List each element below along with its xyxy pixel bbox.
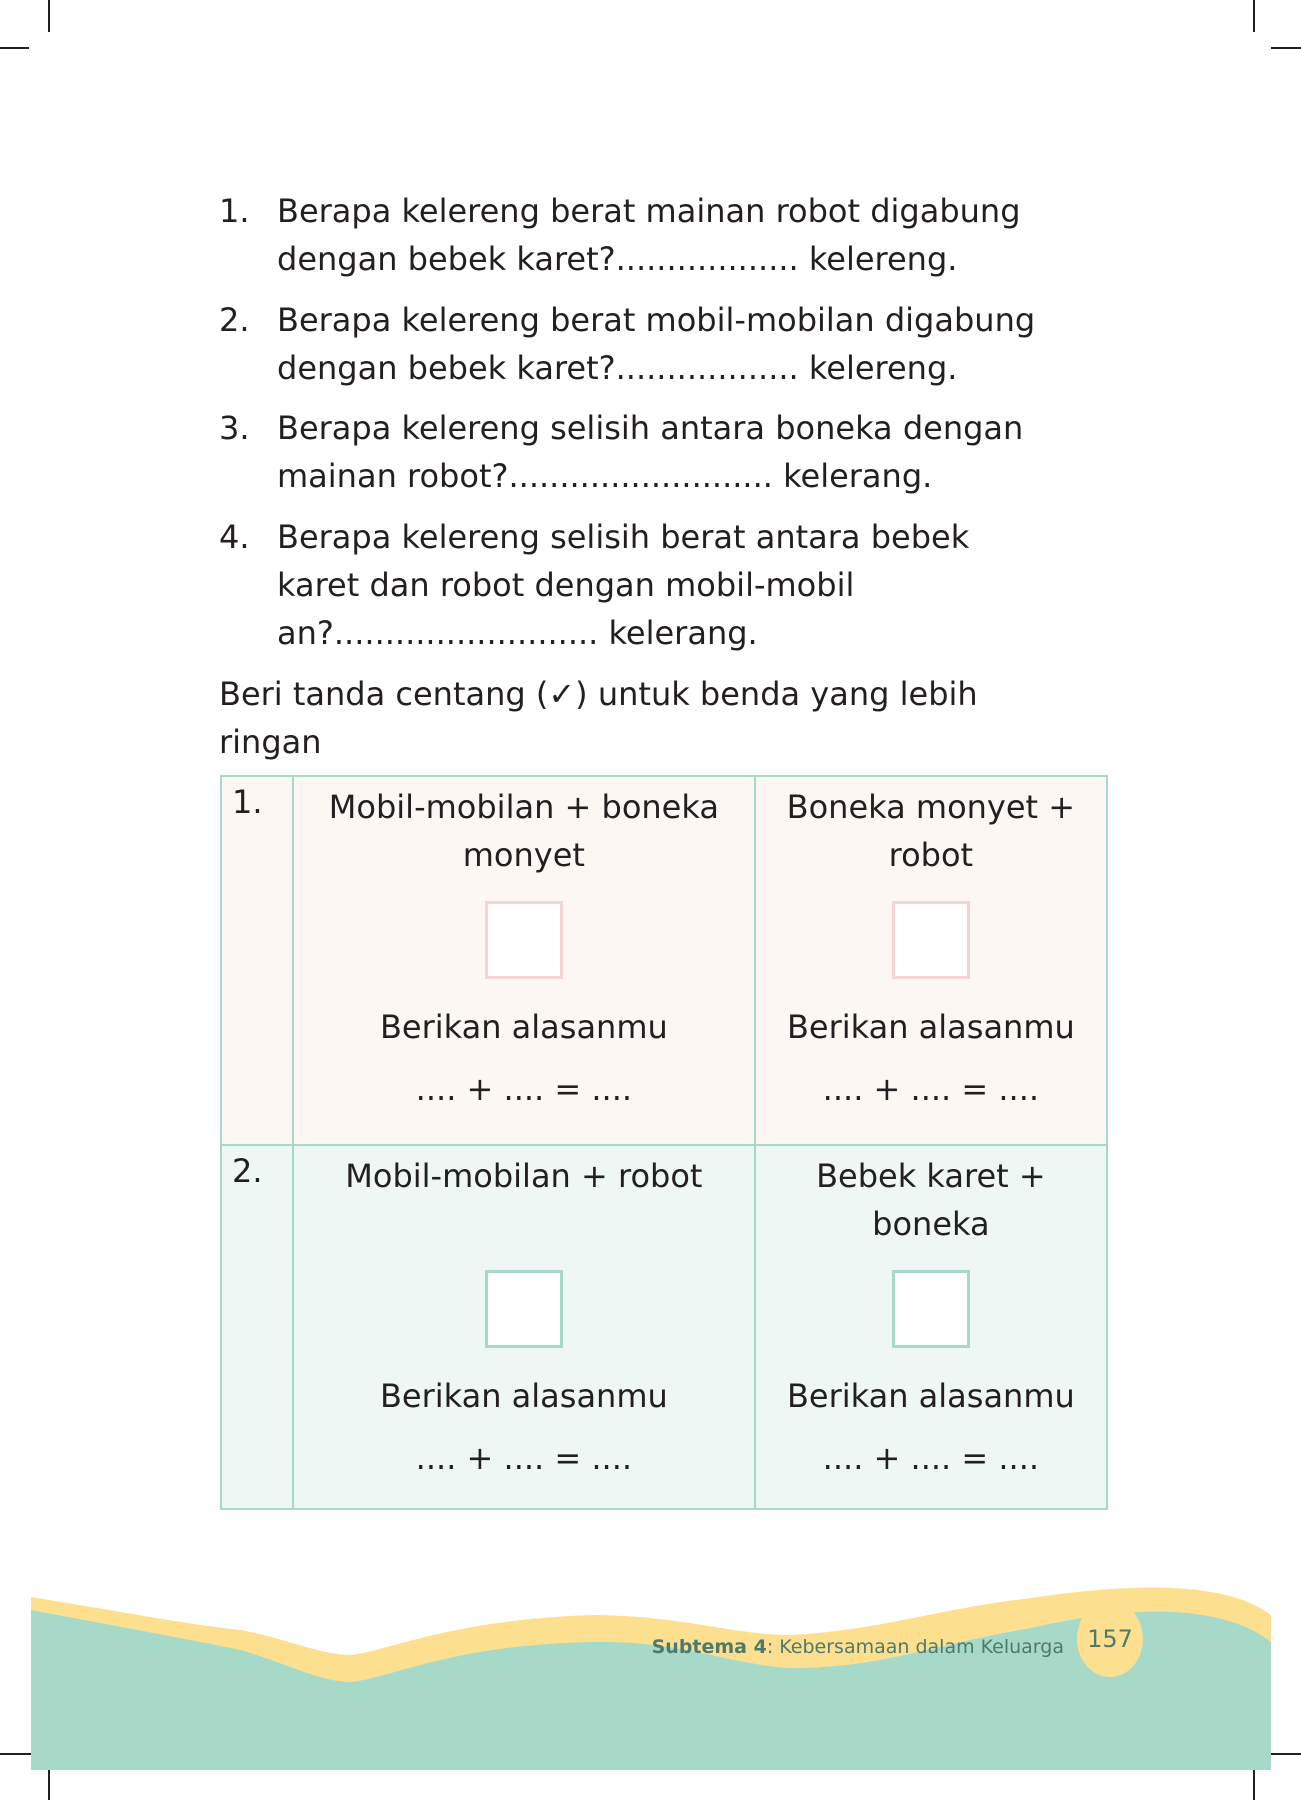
- crop-mark: [1253, 0, 1255, 32]
- crop-mark: [0, 1753, 31, 1755]
- crop-mark: [1271, 47, 1301, 49]
- question-number: 1.: [219, 192, 250, 230]
- page-number: 157: [1077, 1601, 1143, 1677]
- table-row: [221, 1145, 1107, 1509]
- row-number: 1.: [221, 776, 293, 1145]
- reason-label: Berikan alasanmu: [786, 1377, 1075, 1415]
- crop-mark: [48, 1770, 50, 1800]
- question-text: Berapa kelereng berat mainan robot digabung dengan bebek karet?.................. kelereng.: [277, 192, 1021, 278]
- question-3: [219, 404, 1099, 500]
- reason-label: Berikan alasanmu: [379, 1008, 668, 1046]
- question-2: [219, 296, 1099, 392]
- option-cell: [293, 776, 755, 1145]
- crop-mark: [1271, 1753, 1301, 1755]
- option-label: Bebek karet + boneka: [816, 1157, 1046, 1243]
- footer-subtema: [652, 1636, 1064, 1658]
- comparison-table: [220, 775, 1108, 1510]
- subtema-label: Subtema 4: [651, 1636, 767, 1658]
- subtema-title: : Kebersamaan dalam Keluarga: [766, 1636, 1064, 1658]
- option-label: Boneka monyet + robot: [786, 788, 1076, 874]
- option-label: Mobil-mobilan + robot: [345, 1157, 703, 1195]
- equation-blank[interactable]: .... + .... = ....: [415, 1439, 633, 1477]
- equation-blank[interactable]: .... + .... = ....: [822, 1070, 1040, 1108]
- checkbox[interactable]: [892, 901, 970, 979]
- option-cell: [755, 1145, 1107, 1509]
- reason-label: Berikan alasanmu: [786, 1008, 1075, 1046]
- reason-label: Berikan alasanmu: [379, 1377, 668, 1415]
- checkbox[interactable]: [485, 901, 563, 979]
- crop-mark: [48, 0, 50, 32]
- crop-mark: [0, 47, 29, 49]
- question-number: 3.: [219, 409, 250, 447]
- checkbox[interactable]: [485, 1270, 563, 1348]
- crop-mark: [1253, 1770, 1255, 1800]
- instruction: Beri tanda centang (✓) untuk benda yang lebih ringan: [219, 675, 978, 761]
- row-number: 2.: [221, 1145, 293, 1509]
- option-label: Mobil-mobilan + boneka monyet: [328, 788, 719, 874]
- equation-blank[interactable]: .... + .... = ....: [822, 1439, 1040, 1477]
- footer-wave: [31, 1580, 1271, 1770]
- question-text: Berapa kelereng berat mobil-mobilan digabung dengan bebek karet?.................. kelereng.: [277, 301, 1036, 387]
- table-row: [221, 776, 1107, 1145]
- question-4: [219, 513, 1019, 657]
- option-cell: [755, 776, 1107, 1145]
- question-1: [219, 187, 1099, 283]
- equation-blank[interactable]: .... + .... = ....: [415, 1070, 633, 1108]
- option-cell: [293, 1145, 755, 1509]
- question-text: Berapa kelereng selisih berat antara bebek karet dan robot dengan mobil-mobil an?.......................... kelerang.: [277, 518, 970, 652]
- question-number: 4.: [219, 518, 250, 556]
- question-number: 2.: [219, 301, 250, 339]
- question-text: Berapa kelereng selisih antara boneka dengan mainan robot?.......................... kelerang.: [277, 409, 1024, 495]
- checkbox[interactable]: [892, 1270, 970, 1348]
